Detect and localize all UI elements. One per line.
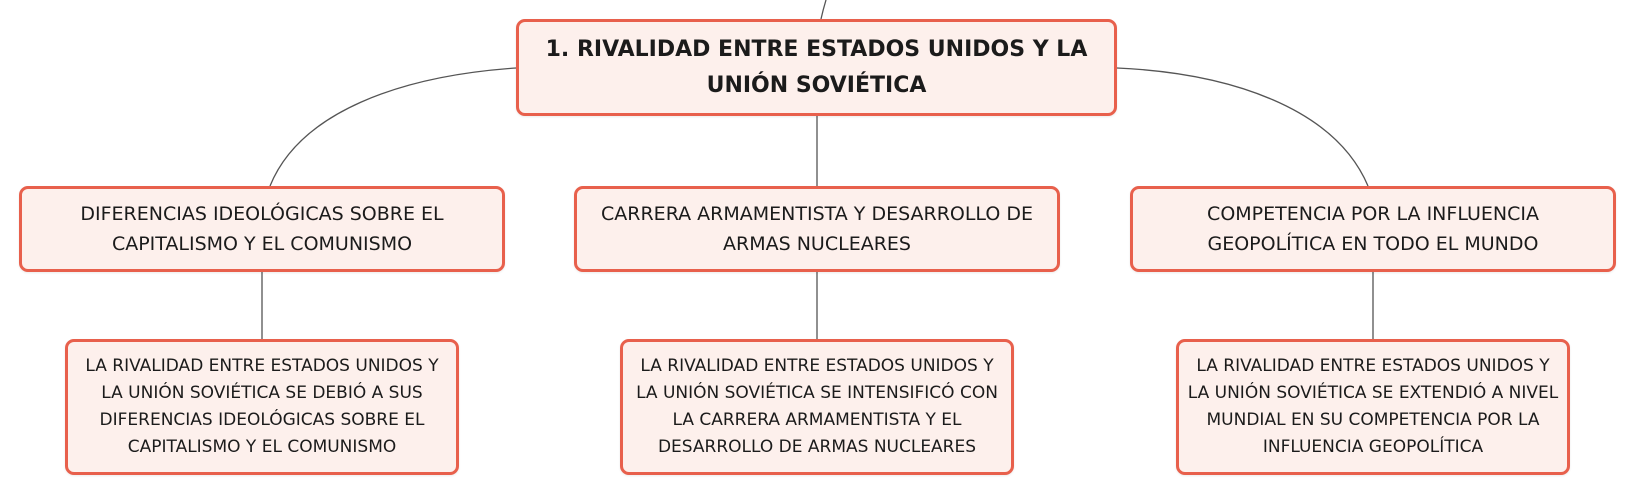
branch-ideologias-node[interactable]	[19, 186, 505, 272]
detail-armamentismo-text: LA RIVALIDAD ENTRE ESTADOS UNIDOS Y LA UNIÓN SOVIÉTICA SE INTENSIFICÓ CON LA CARRERA ARMAMENTISTA Y EL DESARROLLO DE ARMAS NUCLEARES	[636, 356, 998, 457]
branch-geopolitica-node[interactable]	[1130, 186, 1616, 272]
branch-armamentismo-text: CARRERA ARMAMENTISTA Y DESARROLLO DE ARMAS NUCLEARES	[601, 203, 1033, 255]
detail-armamentismo-node[interactable]	[620, 339, 1014, 475]
root-topic-node[interactable]	[516, 19, 1117, 116]
branch-geopolitica-text: COMPETENCIA POR LA INFLUENCIA GEOPOLÍTICA EN TODO EL MUNDO	[1207, 203, 1539, 255]
connector-root-to-right	[1117, 68, 1368, 186]
connector-parent-to-root	[821, 0, 826, 19]
branch-ideologias-text: DIFERENCIAS IDEOLÓGICAS SOBRE EL CAPITALISMO Y EL COMUNISMO	[80, 203, 444, 255]
detail-geopolitica-node[interactable]	[1176, 339, 1570, 475]
connector-root-to-left	[270, 68, 516, 186]
branch-armamentismo-node[interactable]	[574, 186, 1060, 272]
root-topic-text: 1. RIVALIDAD ENTRE ESTADOS UNIDOS Y LA UNIÓN SOVIÉTICA	[545, 36, 1088, 98]
detail-ideologias-text: LA RIVALIDAD ENTRE ESTADOS UNIDOS Y LA UNIÓN SOVIÉTICA SE DEBIÓ A SUS DIFERENCIAS IDEOLÓGICAS SOBRE EL CAPITALISMO Y EL COMUNISMO	[85, 356, 439, 457]
detail-geopolitica-text: LA RIVALIDAD ENTRE ESTADOS UNIDOS Y LA UNIÓN SOVIÉTICA SE EXTENDIÓ A NIVEL MUNDIAL EN SU COMPETENCIA POR LA INFLUENCIA GEOPOLÍTICA	[1187, 356, 1559, 457]
detail-ideologias-node[interactable]	[65, 339, 459, 475]
